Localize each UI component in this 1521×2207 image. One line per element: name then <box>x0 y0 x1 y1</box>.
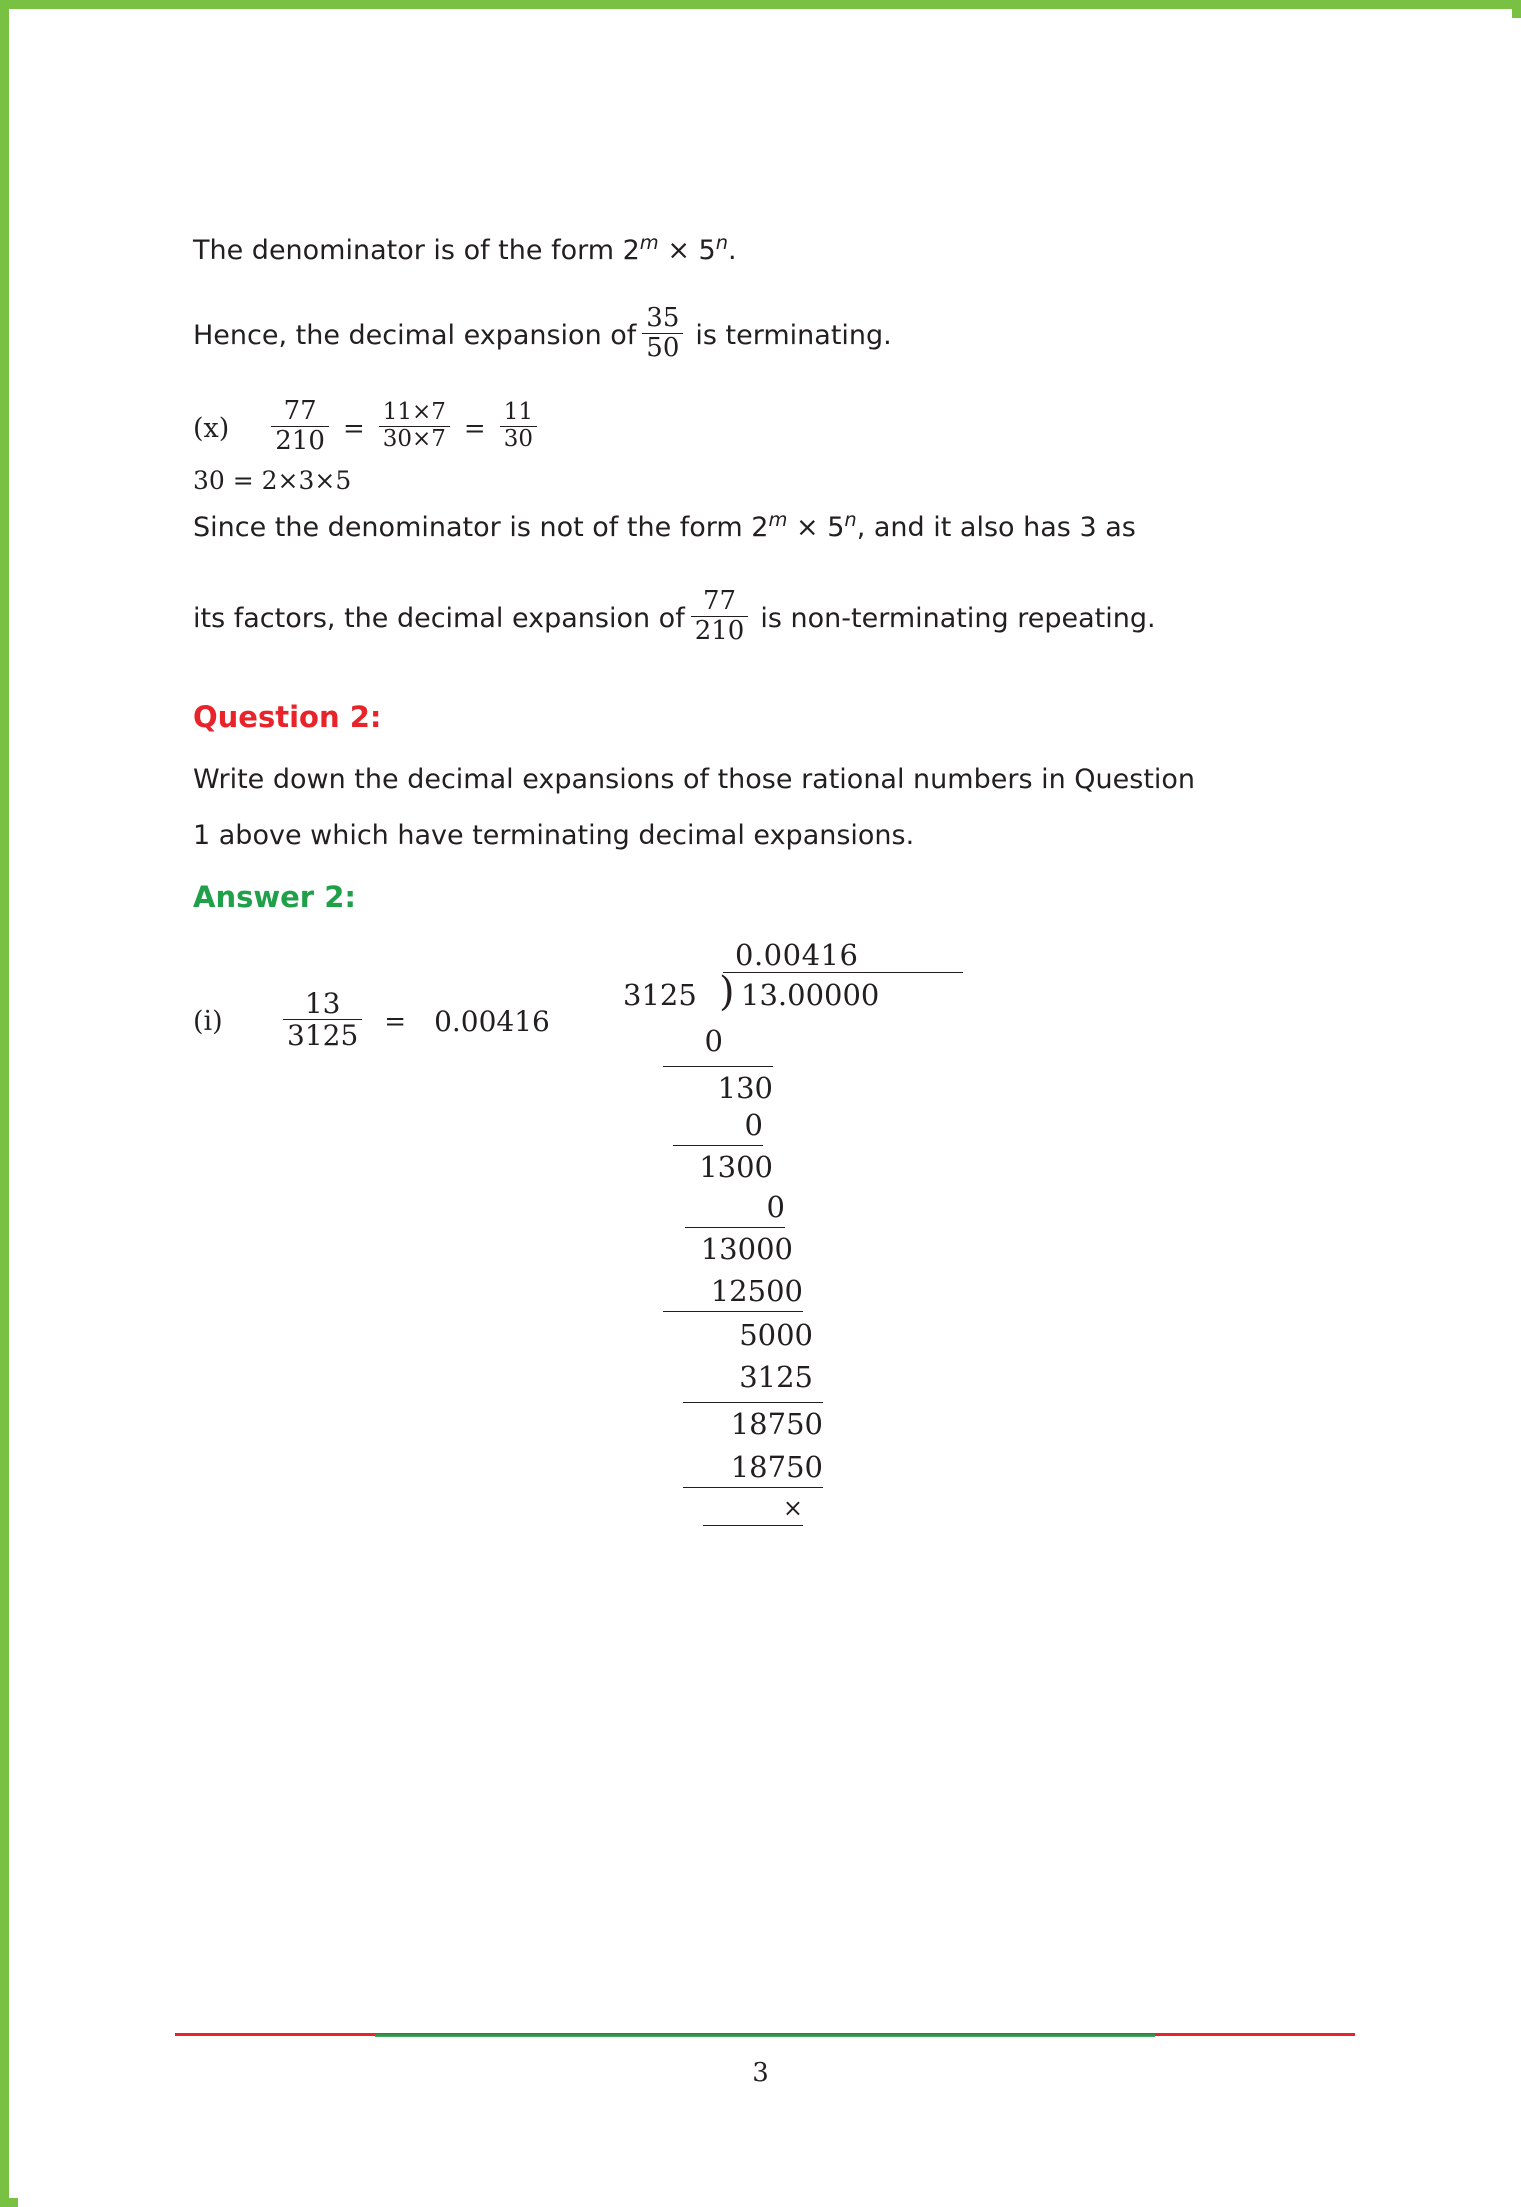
fraction-numerator: 11 <box>503 399 533 426</box>
long-division-step: 3125 <box>739 1359 813 1394</box>
footer-rule <box>175 2030 1355 2040</box>
long-division-step: 0 <box>704 1023 723 1058</box>
footer-rule-green <box>375 2034 1155 2037</box>
fraction-denominator: 210 <box>691 616 749 646</box>
denominator-form-text-pre: The denominator is of the form 2 <box>193 235 640 266</box>
fraction-77-210 <box>271 397 329 456</box>
denominator-form-text-end: . <box>728 235 737 266</box>
long-division-step: 13000 <box>700 1231 793 1266</box>
answer-heading: Answer 2: <box>193 879 356 914</box>
fraction-numerator: 77 <box>283 396 317 427</box>
exponent-m: m <box>768 508 788 532</box>
since-text-post: , and it also has 3 as <box>856 512 1136 544</box>
document-content <box>193 228 1373 1738</box>
since-denominator-line <box>193 505 1373 549</box>
exponent-m: m <box>639 231 659 254</box>
page-number: 3 <box>752 2058 769 2088</box>
its-factors-line <box>193 586 1373 648</box>
long-division-step: 1300 <box>699 1149 773 1184</box>
its-factors-text-post: is non-terminating repeating. <box>760 603 1156 635</box>
equals-sign-3: = <box>384 1006 407 1037</box>
fraction-denominator: 30×7 <box>379 426 450 453</box>
fraction-35-50 <box>642 304 683 363</box>
answer-item-equation <box>193 986 550 1054</box>
fraction-numerator: 77 <box>702 586 737 617</box>
fraction-denominator: 3125 <box>283 1019 362 1051</box>
page-inner <box>18 18 1521 2207</box>
long-division-vinculum <box>723 972 963 973</box>
fraction-13-3125 <box>283 988 362 1052</box>
fraction-denominator: 210 <box>271 426 329 456</box>
answer-item-label: (i) <box>193 1006 223 1038</box>
hence-text-pre: Hence, the decimal expansion of <box>193 319 637 351</box>
denominator-form-text-mid: × 5 <box>658 235 716 266</box>
long-division-bracket: ) <box>719 968 735 1015</box>
long-division-step: 18750 <box>683 1450 823 1488</box>
hence-terminating-line <box>193 302 1373 365</box>
denominator-form-line <box>193 228 1373 272</box>
fraction-numerator: 13 <box>304 986 341 1020</box>
equals-sign-1: = <box>342 413 365 444</box>
answer-decimal-value: 0.00416 <box>434 1005 550 1039</box>
exponent-n: n <box>715 231 729 254</box>
long-division-step: 130 <box>663 1066 773 1105</box>
its-factors-text-pre: its factors, the decimal expansion of <box>193 603 685 635</box>
fraction-denominator: 30 <box>500 426 537 453</box>
equals-sign-2: = <box>463 413 486 444</box>
long-division-quotient: 0.00416 <box>735 937 859 972</box>
fraction-11x7-30x7 <box>379 400 450 453</box>
long-division-divisor: 3125 <box>623 977 697 1012</box>
since-text-mid: × 5 <box>787 512 845 544</box>
since-text-pre: Since the denominator is not of the form 2 <box>193 512 769 544</box>
fraction-numerator: 11×7 <box>382 399 446 426</box>
item-x-equation <box>193 396 1373 458</box>
long-division-dividend: 13.00000 <box>741 977 880 1012</box>
long-division-step: 5000 <box>739 1317 813 1352</box>
long-division-step: 0 <box>685 1190 785 1228</box>
answer-work-area <box>193 938 1373 1738</box>
long-division-remainder: × <box>703 1494 803 1526</box>
exponent-n: n <box>844 508 857 532</box>
question-heading: Question 2: <box>193 700 382 735</box>
hence-text-post: is terminating. <box>695 319 892 351</box>
fraction-77-210-2 <box>691 587 749 646</box>
factorization-30-line: 30 = 2×3×5 <box>193 466 352 496</box>
fraction-11-30 <box>500 400 537 453</box>
long-division-step: 18750 <box>683 1402 823 1441</box>
question-text-line-1: Write down the decimal expansions of those rational numbers in Question <box>193 764 1196 796</box>
long-division-step: 0 <box>673 1108 763 1146</box>
long-division-step: 12500 <box>663 1274 803 1312</box>
fraction-numerator: 35 <box>646 302 680 333</box>
fraction-denominator: 50 <box>642 333 683 363</box>
question-text-line-2: 1 above which have terminating decimal expansions. <box>193 820 915 852</box>
item-x-label: (x) <box>193 413 230 445</box>
